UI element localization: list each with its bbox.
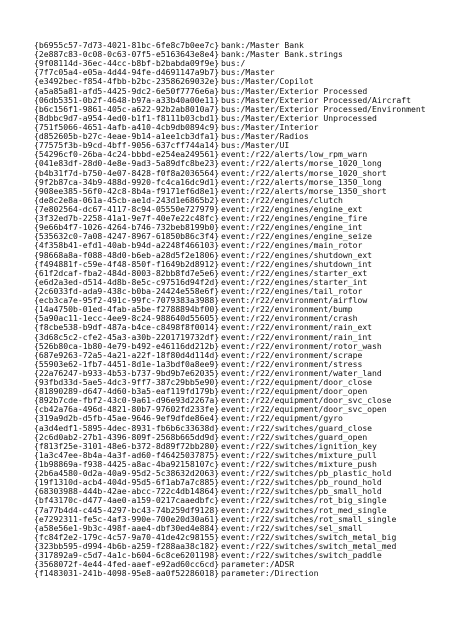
entry-guid: {68303988-444b-42ae-abcc-722c4db14864}: [34, 487, 220, 497]
entry-path: event:/r22/alerts/morse_1020_long: [221, 159, 382, 169]
entry-guid: {f494881f-c59e-4f48-850f-f1649b2d8912}: [34, 259, 220, 269]
list-item: [34, 387, 460, 396]
entry-path: bus:/: [221, 59, 246, 69]
entry-guid: {93fbd33d-5ae5-4dc3-9ff7-387c29bb5e90}: [34, 378, 220, 388]
list-item: [34, 260, 460, 269]
entry-path: event:/r22/switches/pb_round_hold: [221, 478, 382, 488]
list-item: [34, 524, 460, 533]
entry-path: event:/r22/engines/engine_int: [221, 223, 363, 233]
entry-guid: {9f08114d-36ec-44cc-b8bf-b2babda09f9e}: [34, 59, 220, 69]
entry-path: event:/r22/switches/switch_paddle: [221, 551, 382, 561]
entry-path: event:/r22/equipment/door_svc_close: [221, 396, 392, 406]
entry-guid: {5a90ac11-1ecc-4ee9-8c24-988640d55605}: [34, 314, 220, 324]
entry-guid: {7e802564-dc67-4117-8c94-05550e727979}: [34, 204, 220, 214]
entry-guid: {8dbbc9d7-a954-4ed0-b1f1-f8111b03cbd1}: [34, 113, 220, 123]
entry-guid: {3f32ed7b-2258-41a1-9e7f-40e7e22c48fc}: [34, 214, 220, 224]
entry-guid: {9f2b87ca-34b9-488d-9920-fc4ca16dc9d1}: [34, 177, 220, 187]
entry-guid: {908ee385-56f0-42c8-8b4a-f9171ef6d8e1}: [34, 186, 220, 196]
entry-path: bus:/Master/Interior: [221, 122, 319, 132]
list-item: [34, 150, 460, 159]
entry-path: bus:/Master/Copilot: [221, 77, 314, 87]
entry-path: bus:/Master/Exterior Unprocessed: [221, 113, 377, 123]
list-item: [34, 59, 460, 68]
entry-path: event:/r22/equipment/door_open: [221, 387, 368, 397]
entry-path: event:/r22/environment/bump: [221, 305, 353, 315]
list-item: [34, 396, 460, 405]
list-item: [34, 433, 460, 442]
entry-guid: {ecb3ca7e-95f2-491c-99fc-7079383a3988}: [34, 296, 220, 306]
list-item: [34, 296, 460, 305]
entry-path: event:/r22/engines/engine_fire: [221, 214, 368, 224]
entry-guid: {22a76247-b933-4b53-b737-9bd9b7e62035}: [34, 368, 220, 378]
entry-guid: {de8c2e8a-061a-45cb-ae1d-243d1e6865b2}: [34, 195, 220, 205]
entry-path: event:/r22/switches/rot_med_single: [221, 505, 387, 515]
list-item: [34, 214, 460, 223]
entry-guid: {319a9d2b-d5fb-45ae-9646-9ef9dfde86e4}: [34, 414, 220, 424]
list-item: [34, 232, 460, 241]
list-item: [34, 87, 460, 96]
entry-guid: {d852605b-b27c-4eae-9b14-a1ee1cb3dfa1}: [34, 132, 220, 142]
entry-path: event:/r22/equipment/gyro: [221, 414, 343, 424]
entry-path: event:/r22/alerts/morse_1020_short: [221, 168, 387, 178]
entry-path: event:/r22/switches/rot_big_single: [221, 496, 387, 506]
list-item: [34, 68, 460, 77]
list-item: [34, 469, 460, 478]
list-item: [34, 424, 460, 433]
list-item: [34, 460, 460, 469]
entry-guid: {54296cf0-26ba-4c24-bbbd-e254ea249561}: [34, 150, 220, 160]
entry-path: event:/r22/switches/mixture_pull: [221, 450, 377, 460]
list-item: [34, 269, 460, 278]
list-item: [34, 105, 460, 114]
entry-path: event:/r22/switches/guard_open: [221, 432, 368, 442]
entry-path: event:/r22/equipment/door_svc_open: [221, 405, 387, 415]
entry-path: event:/r22/switches/mixture_push: [221, 460, 377, 470]
list-item: [34, 169, 460, 178]
entry-guid: {4f358b41-efd1-40ab-b94d-a2248f466103}: [34, 241, 220, 251]
entry-path: event:/r22/engines/shutdown_int: [221, 259, 373, 269]
entry-guid: {a5a85a81-afd5-4425-9dc2-6e50f7776e6a}: [34, 86, 220, 96]
entry-path: bus:/Master/Exterior Processed/Aircraft: [221, 95, 412, 105]
entry-guid: {7f7c05a4-e05a-4d44-94fe-d4691147a9b7}: [34, 68, 220, 78]
entry-path: event:/r22/switches/pb_plastic_hold: [221, 469, 392, 479]
list-item: [34, 333, 460, 342]
entry-guid: {b4b31f7d-b750-4e07-8428-f0f8a2036564}: [34, 168, 220, 178]
entry-path: parameter:/ADSR: [221, 560, 295, 570]
entry-path: event:/r22/environment/airflow: [221, 296, 368, 306]
list-item: [34, 141, 460, 150]
list-item: [34, 378, 460, 387]
list-item: [34, 560, 460, 569]
list-item: [34, 178, 460, 187]
entry-guid: {cb42a76a-496d-4821-80b7-97602fd233fe}: [34, 405, 220, 415]
list-item: [34, 223, 460, 232]
list-item: [34, 506, 460, 515]
entry-path: bus:/Master/Radios: [221, 132, 309, 142]
entry-path: event:/r22/alerts/low_rpm_warn: [221, 150, 368, 160]
list-item: [34, 187, 460, 196]
entry-guid: {b6955c57-7d73-4021-81bc-6fe8c7b0ee7c}: [34, 41, 220, 50]
entry-path: event:/r22/engines/main_rotor: [221, 241, 363, 251]
entry-guid: {9e66b4f7-1026-4264-b746-732beb8199b0}: [34, 223, 220, 233]
entry-path: event:/r22/engines/shutdown_ext: [221, 250, 373, 260]
entry-path: bus:/Master: [221, 68, 275, 78]
entry-guid: {19f1310d-acb4-404d-95d5-6f1ab7a7c885}: [34, 478, 220, 488]
entry-path: event:/r22/environment/stress: [221, 359, 363, 369]
entry-guid: {f1483031-241b-4098-95e8-aa0f52286018}: [34, 569, 220, 579]
entry-guid: {3568072f-4e44-4fed-aaef-e92ad60cc6cd}: [34, 560, 220, 570]
entry-guid: {2b6a4580-0d2a-40a9-95d2-5c38632d2063}: [34, 469, 220, 479]
entry-guid: {317892a9-c5d7-4a1c-b604-6c8ce6201198}: [34, 551, 220, 561]
entry-guid: {77575f3b-b9cd-4bff-9056-637cff744a14}: [34, 141, 220, 151]
list-item: [34, 414, 460, 423]
entry-guid: {14a4750b-01ed-4fab-a5be-f2788894bf00}: [34, 305, 220, 315]
entry-guid: {a58e56e1-9b3c-498f-aae4-dbf30ed4e884}: [34, 523, 220, 533]
list-item: [34, 205, 460, 214]
entry-guid: {7a77b4d4-c445-4297-bc43-74b259df9128}: [34, 505, 220, 515]
list-item: [34, 305, 460, 314]
list-item: [34, 287, 460, 296]
entry-guid: {2c6d0ab2-27b1-4396-809f-2568b665dd9d}: [34, 432, 220, 442]
list-item: [34, 123, 460, 132]
entry-path: event:/r22/engines/starter_int: [221, 277, 368, 287]
entry-path: event:/r22/switches/switch_metal_med: [221, 542, 397, 552]
entry-path: event:/r22/environment/rotor_wash: [221, 341, 382, 351]
entry-guid: {98668a8a-f088-48d0-b6eb-a28d5f2e1806}: [34, 250, 220, 260]
list-item: [34, 278, 460, 287]
entry-path: bank:/Master Bank: [221, 41, 304, 50]
entry-path: event:/r22/switches/rot_small_single: [221, 514, 397, 524]
list-item: [34, 533, 460, 542]
entry-guid: {3d68c5c2-cfe2-45a3-a30b-2201719732df}: [34, 332, 220, 342]
entry-path: bus:/Master/Exterior Processed: [221, 86, 368, 96]
entry-path: event:/r22/environment/rain_ext: [221, 323, 373, 333]
entry-path: event:/r22/equipment/door_close: [221, 378, 373, 388]
list-item: [34, 314, 460, 323]
list-item: [34, 405, 460, 414]
entry-guid: {e3492bec-f854-4fbb-b2bc-23586269032e}: [34, 77, 220, 87]
entry-guid: {892b7cde-fbf2-43c0-9a61-d96e93d2267a}: [34, 396, 220, 406]
entry-path: event:/r22/engines/tail_rotor: [221, 286, 363, 296]
entry-path: event:/r22/environment/crash: [221, 314, 358, 324]
entry-path: event:/r22/environment/water_land: [221, 368, 382, 378]
entry-guid: {e7292311-fe5c-4af3-990e-700e20d30a61}: [34, 514, 220, 524]
guid-path-listing: [34, 41, 460, 578]
entry-path: event:/r22/switches/pb_small_hold: [221, 487, 382, 497]
entry-guid: {687e9263-72a5-4a21-a22f-18f80d4d114d}: [34, 350, 220, 360]
entry-path: bus:/Master/UI: [221, 141, 290, 151]
entry-path: bank:/Master Bank.strings: [221, 50, 343, 60]
entry-guid: {e6d2a3ed-d514-4d8b-8e5c-c97516d94f2d}: [34, 277, 220, 287]
list-item: [34, 251, 460, 260]
entry-guid: {323bb595-d994-4b6b-a259-f288aa38c182}: [34, 542, 220, 552]
entry-guid: {61f2dcaf-fba2-484d-8003-82bb8fd7e5e6}: [34, 268, 220, 278]
list-item: [34, 41, 460, 50]
entry-path: event:/r22/engines/engine_ext: [221, 204, 363, 214]
list-item: [34, 442, 460, 451]
entry-path: event:/r22/environment/scrape: [221, 350, 363, 360]
list-item: [34, 323, 460, 332]
list-item: [34, 196, 460, 205]
entry-guid: {041e83df-28d0-4e8e-9ad3-5a89dfc8be23}: [34, 159, 220, 169]
entry-path: event:/r22/engines/starter_ext: [221, 268, 368, 278]
entry-guid: {2c6033fd-ada9-438c-b0ba-24424e558e6f}: [34, 286, 220, 296]
list-item: [34, 114, 460, 123]
entry-guid: {06db5351-0b2f-4648-b97a-a33b40a00e11}: [34, 95, 220, 105]
list-item: [34, 451, 460, 460]
list-item: [34, 487, 460, 496]
entry-guid: {a3d4edf1-5895-4dec-8931-fb6b6c33638d}: [34, 423, 220, 433]
entry-path: event:/r22/engines/clutch: [221, 195, 343, 205]
entry-path: event:/r22/switches/switch_metal_big: [221, 532, 397, 542]
entry-guid: {b6c156f1-9861-405c-a622-92b2ab8010a7}: [34, 104, 220, 114]
entry-guid: {2e887c83-0c08-0c63-07f5-e5163643e8e4}: [34, 50, 220, 60]
entry-guid: {fc84f2e2-179c-4c57-9a70-41de42c98155}: [34, 532, 220, 542]
list-item: [34, 551, 460, 560]
list-item: [34, 132, 460, 141]
entry-guid: {535632c0-7a08-4247-8967-61850b86c3f4}: [34, 232, 220, 242]
entry-guid: {bf43170c-d477-4ae0-a159-0217caaedbfc}: [34, 496, 220, 506]
entry-path: event:/r22/alerts/morse_1350_short: [221, 186, 387, 196]
entry-guid: {f8cbe538-b9df-487a-b4ce-c8498f8f0014}: [34, 323, 220, 333]
list-item: [34, 159, 460, 168]
entry-path: bus:/Master/Exterior Processed/Environment: [221, 104, 426, 114]
list-item: [34, 351, 460, 360]
entry-guid: {751f5066-4651-4afb-a410-4cb9db0894c9}: [34, 122, 220, 132]
entry-guid: {1b98869a-f938-4425-a8ac-4ba92158107c}: [34, 460, 220, 470]
entry-guid: {81890289-d647-4d60-b3a5-eaf119fd179b}: [34, 387, 220, 397]
list-item: [34, 515, 460, 524]
entry-guid: {55903e62-1fb7-4451-8d1e-1a3bdf0a8ee9}: [34, 359, 220, 369]
list-item: [34, 569, 460, 578]
entry-path: event:/r22/alerts/morse_1350_long: [221, 177, 382, 187]
list-item: [34, 496, 460, 505]
list-item: [34, 50, 460, 59]
list-item: [34, 478, 460, 487]
entry-path: event:/r22/switches/sel_small: [221, 523, 363, 533]
list-item: [34, 77, 460, 86]
entry-guid: {f813f25e-3101-48e6-b372-8d89f72bb280}: [34, 441, 220, 451]
list-item: [34, 342, 460, 351]
list-item: [34, 360, 460, 369]
list-item: [34, 241, 460, 250]
list-item: [34, 542, 460, 551]
entry-path: event:/r22/engines/engine_seize: [221, 232, 373, 242]
entry-path: event:/r22/switches/ignition_key: [221, 441, 377, 451]
list-item: [34, 369, 460, 378]
list-item: [34, 96, 460, 105]
entry-guid: {526b80ca-1b80-4e79-b492-e46116dd212b}: [34, 341, 220, 351]
entry-path: event:/r22/environment/rain_int: [221, 332, 373, 342]
entry-path: event:/r22/switches/guard_close: [221, 423, 373, 433]
entry-guid: {1a3c47ee-8b4a-4a3f-ad60-f46425037875}: [34, 450, 220, 460]
entry-path: parameter:/Direction: [221, 569, 319, 579]
